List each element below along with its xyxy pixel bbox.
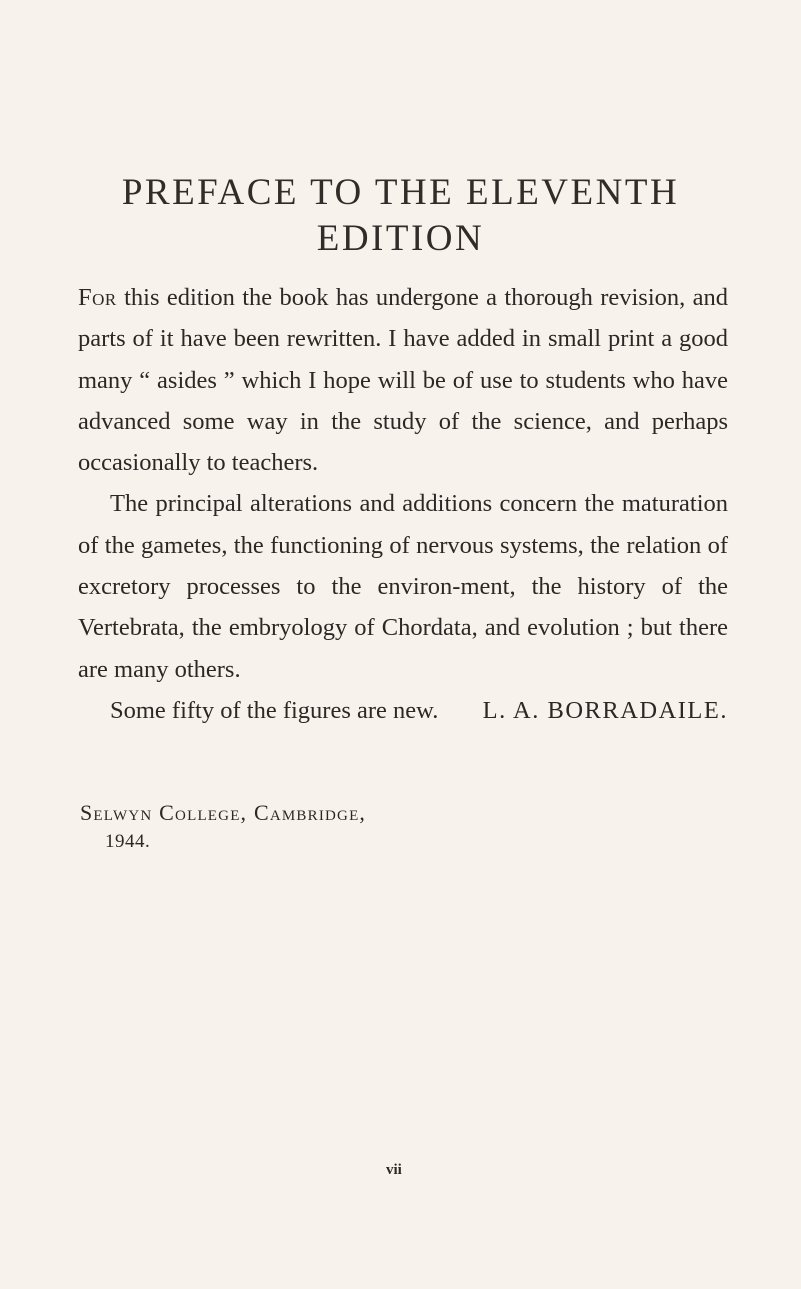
title-line-1: PREFACE TO THE ELEVENTH: [121, 172, 680, 213]
page-title: [40, 170, 761, 262]
paragraph-lead-word: For: [78, 284, 117, 311]
paragraph-1-text: this edition the book has undergone a thorough revision, and parts of it have been rewritten. I have added in small print a good many “ asides ” which I hope will be of use to students who have advanced some way in the study of the science, and perhaps occasionally to teachers.: [78, 284, 728, 477]
paragraph-2: The principal alterations and additions concern the maturation of the gametes, the functioning of nervous systems, the relation of excretory processes to the environ-ment, the history of the Vertebrata, the embryology of Chordata, and evolution ; but there are many others.: [78, 490, 728, 683]
page-number: vii: [386, 1162, 402, 1178]
institution: Selwyn College, Cambridge,: [80, 800, 367, 825]
author-signature: L. A. BORRADAILE.: [482, 697, 728, 724]
place-date: [80, 798, 366, 856]
paragraph-1: [78, 277, 728, 483]
paragraph-3: Some fifty of the figures are new.: [110, 696, 439, 724]
preface-body: [78, 277, 728, 731]
title-line-2: EDITION: [316, 218, 485, 259]
year: 1944.: [105, 831, 151, 852]
